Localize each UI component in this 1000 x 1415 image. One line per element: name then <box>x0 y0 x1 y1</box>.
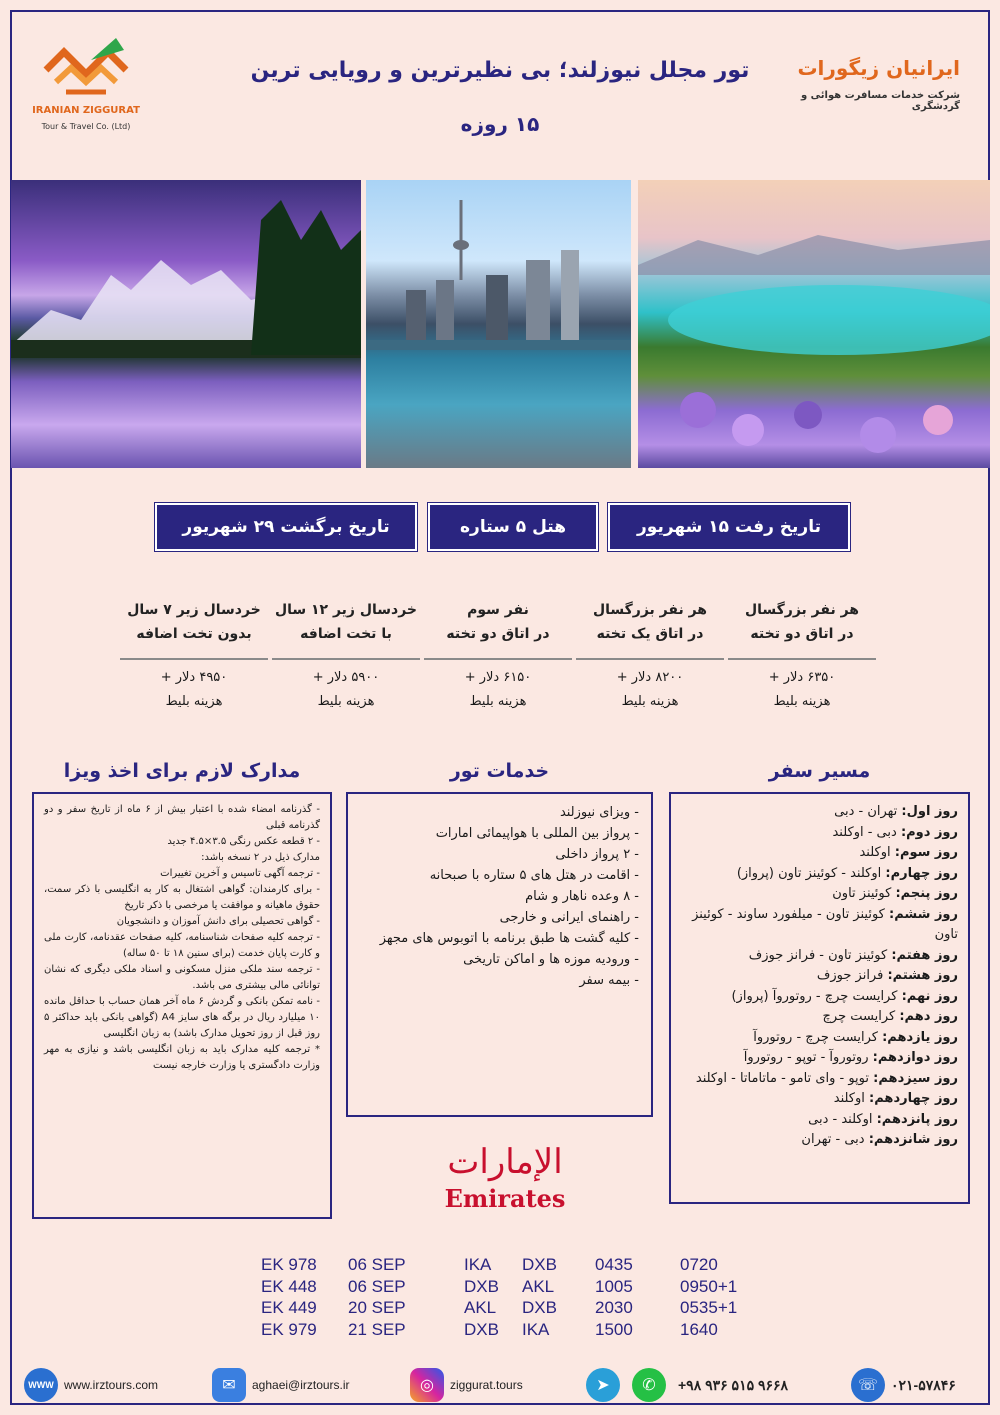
flight-to: DXB <box>522 1298 557 1317</box>
emirates-arabic: الإمارات <box>447 1142 563 1182</box>
service-item: - اقامت در هتل های ۵ ستاره با صبحانه <box>429 868 639 883</box>
ziggurat-logo-icon <box>36 30 136 100</box>
departure-date: تاریخ رفت ۱۵ شهریور <box>608 503 850 551</box>
day-label: روز ششم: <box>889 906 958 922</box>
day-label: روز اول: <box>901 804 958 819</box>
day-label: روز یازدهم: <box>882 1029 958 1045</box>
docs-title: مدارک لازم برای اخذ ویزا <box>63 760 301 782</box>
itinerary-day <box>681 987 958 1008</box>
flight-from: IKA <box>464 1255 492 1274</box>
price-table <box>118 598 880 723</box>
price-header-2: در اتاق دو تخته <box>446 626 550 642</box>
day-label: روز هشتم: <box>887 968 958 983</box>
day-label: روز سیزدهم: <box>873 1070 958 1086</box>
footer-instagram[interactable] <box>404 1368 523 1402</box>
day-text: دبی - تهران <box>801 1132 865 1147</box>
flight-dep: 2030 <box>595 1298 633 1317</box>
doc-item: - ۲ قطعه عکس رنگی ۳.۵×۴.۵ جدید <box>167 836 320 847</box>
hotel-rating: هتل ۵ ستاره <box>428 503 598 551</box>
day-text: دبی - اوکلند <box>832 824 897 840</box>
price-divider <box>120 658 268 660</box>
tour-duration: ۱۵ روزه <box>460 112 540 136</box>
price-header-1: نفر سوم <box>467 602 529 618</box>
flight-date: 21 SEP <box>348 1319 406 1339</box>
doc-item: - ترجمه سند ملکی منزل مسکونی و اسناد ملکی دیگری که نشان توانائی مالی بیشتری می باشد. <box>44 964 320 991</box>
price-value: ۸۲۰۰ دلار + <box>616 670 684 685</box>
flight-arr: 0535+1 <box>680 1298 738 1317</box>
doc-item: - نامه تمکن بانکی و گردش ۶ ماه آخر همان حساب با حداقل مانده ۱۰ میلیارد ریال در برگه های سایز A4 (گواهی بانکی باید حداکثر ۵ روز قبل از روز تحویل مدارک باشد) به زبان انگلیسی <box>44 996 320 1039</box>
price-divider <box>728 658 876 660</box>
day-text: کوئینز تاون - فرانز جوزف <box>748 947 888 963</box>
lupin-field <box>638 180 990 468</box>
photo-auckland-city <box>366 180 631 468</box>
service-item: - ورودیه موزه ها و اماکن تاریخی <box>463 952 639 967</box>
day-text: کرایست چرچ <box>822 1009 896 1024</box>
email-text[interactable]: aghaei@irztours.ir <box>252 1378 350 1392</box>
mobile-number[interactable]: +۹۸ ۹۳۶ ۵۱۵ ۹۶۶۸ <box>678 1376 789 1393</box>
price-value: ۶۱۵۰ دلار + <box>464 670 532 685</box>
day-label: روز شانزدهم: <box>868 1132 958 1147</box>
brand-name: ایرانیان زیگورات <box>797 56 960 80</box>
day-text: روتوروآ - توپو - روتوروآ <box>743 1050 869 1065</box>
day-text: کرایست چرچ - روتوروآ (پرواز) <box>731 988 898 1004</box>
price-note: هزینه بلیط <box>621 694 679 709</box>
price-note: هزینه بلیط <box>469 694 527 709</box>
itinerary-day <box>681 864 958 885</box>
day-text: فرانز جوزف <box>816 968 884 983</box>
flight-arr: 0950+1 <box>680 1276 738 1296</box>
price-note: هزینه بلیط <box>165 694 223 709</box>
doc-item: مدارک ذیل در ۲ نسخه باشد: <box>201 852 320 863</box>
day-label: روز دوم: <box>900 824 958 840</box>
page-title: تور مجلل نیوزلند؛ بی نظیرترین و رویایی ترین <box>250 58 750 83</box>
day-label: روز دوازدهم: <box>872 1050 958 1065</box>
itinerary-box <box>669 792 970 1204</box>
day-text: تهران - دبی <box>834 804 898 819</box>
doc-item: - گواهی تحصیلی برای دانش آموزان و دانشجویان <box>116 916 320 927</box>
flight-arr: 0720 <box>680 1255 718 1274</box>
footer-mobile[interactable] <box>580 1368 788 1402</box>
day-text: اوکلند <box>833 1091 865 1106</box>
telegram-icon: ➤ <box>586 1368 620 1402</box>
whatsapp-icon: ✆ <box>632 1368 666 1402</box>
brand-subtitle: شرکت خدمات مسافرت هوائی و گردشگری <box>800 90 960 112</box>
service-item: - ۸ وعده ناهار و شام <box>525 889 639 904</box>
day-label: روز نهم: <box>901 988 958 1004</box>
service-item: - کلیه گشت ها طبق برنامه با اتوبوس های مجهز <box>379 931 639 946</box>
price-note: هزینه بلیط <box>317 694 375 709</box>
flight-from: AKL <box>464 1298 497 1317</box>
phone-number[interactable]: ۰۲۱-۵۷۸۴۶ <box>891 1376 956 1393</box>
doc-item: - ترجمه کلیه صفحات شناسنامه، کلیه صفحات عقدنامه، کارت ملی و کارت پایان خدمت (برای سنین ۱۸ تا ۵۰ ساله) <box>44 932 320 959</box>
emirates-logo <box>440 1140 570 1230</box>
price-col-child-7 <box>118 598 270 714</box>
website-text[interactable]: www.irztours.com <box>64 1378 159 1392</box>
day-label: روز پانزدهم: <box>876 1111 958 1127</box>
price-value: ۴۹۵۰ دلار + <box>160 670 228 685</box>
price-header-1: خردسال زیر ۷ سال <box>127 602 261 618</box>
logo-name: IRANIAN ZIGGURAT <box>32 105 140 116</box>
photo-lake-mountains <box>11 180 361 468</box>
flight-to: DXB <box>522 1255 557 1274</box>
flight-to: IKA <box>522 1319 550 1339</box>
itinerary-day <box>681 1028 958 1049</box>
flight-number: EK 448 <box>261 1276 317 1296</box>
price-divider <box>576 658 724 660</box>
doc-item: * ترجمه کلیه مدارک باید به زبان انگلیسی باشد و نیازی به مهر وزارت دادگستری یا وزارت خارجه نیست <box>44 1044 320 1071</box>
price-header-1: خردسال زیر ۱۲ سال <box>274 602 418 618</box>
visa-documents-box <box>32 792 332 1219</box>
flight-number: EK 449 <box>261 1298 317 1317</box>
service-item: - پرواز بین المللی با هواپیمائی امارات <box>435 826 639 841</box>
price-col-adult-double <box>726 598 878 714</box>
flight-from: DXB <box>464 1319 499 1339</box>
flight-dep: 1500 <box>595 1319 633 1339</box>
return-date: تاریخ برگشت ۲۹ شهریور <box>155 503 417 551</box>
price-col-adult-single <box>574 598 726 714</box>
flight-to: AKL <box>522 1276 555 1296</box>
itinerary-day <box>681 905 958 946</box>
flight-row <box>255 1320 775 1342</box>
itinerary-day <box>681 1130 958 1151</box>
itinerary-day <box>681 802 958 823</box>
price-col-third-person <box>422 598 574 714</box>
day-text: کوئینز تاون <box>832 886 892 901</box>
instagram-text[interactable]: ziggurat.tours <box>450 1378 523 1392</box>
day-label: روز هفتم: <box>891 947 958 963</box>
itinerary-day <box>681 823 958 844</box>
flight-row <box>255 1298 775 1320</box>
day-text: اوکلند - کوئینز تاون (پرواز) <box>736 865 882 881</box>
price-note: هزینه بلیط <box>773 694 831 709</box>
itinerary-day <box>681 884 958 905</box>
day-label: روز چهارم: <box>885 865 958 881</box>
itinerary-day <box>681 966 958 987</box>
photo-lupin-lake <box>638 180 990 468</box>
price-header-2: در اتاق دو تخته <box>750 626 854 642</box>
service-item: - ویزای نیوزلند <box>559 805 639 820</box>
service-item: - راهنمای ایرانی و خارجی <box>499 910 639 925</box>
day-label: روز پنجم: <box>895 886 958 901</box>
itinerary-day <box>681 1110 958 1131</box>
itinerary-day <box>681 1048 958 1069</box>
flight-number: EK 979 <box>261 1319 317 1339</box>
footer-website[interactable] <box>18 1368 158 1402</box>
price-divider <box>272 658 420 660</box>
flight-date: 06 SEP <box>348 1255 406 1274</box>
mountain-silhouette <box>11 180 361 468</box>
price-divider <box>424 658 572 660</box>
flight-schedule <box>255 1255 775 1341</box>
itinerary-day <box>681 946 958 967</box>
company-logo <box>26 30 146 140</box>
doc-item: - ترجمه آگهی تاسیس و آخرین تغییرات <box>160 868 320 879</box>
itinerary-day <box>681 1089 958 1110</box>
price-value: ۶۳۵۰ دلار + <box>768 670 836 685</box>
flight-dep: 1005 <box>595 1276 633 1296</box>
tour-services-box <box>346 792 653 1117</box>
price-header-2: در اتاق یک تخته <box>596 626 704 642</box>
itinerary-day <box>681 843 958 864</box>
route-title: مسیر سفر <box>768 760 871 782</box>
flight-date: 06 SEP <box>348 1276 406 1296</box>
service-item: - ۲ پرواز داخلی <box>555 847 639 862</box>
flight-from: DXB <box>464 1276 499 1296</box>
flight-row <box>255 1255 775 1277</box>
flight-dep: 0435 <box>595 1255 633 1274</box>
instagram-icon: ◎ <box>410 1368 444 1402</box>
itinerary-day <box>681 1069 958 1090</box>
mail-icon: ✉ <box>212 1368 246 1402</box>
itinerary-day <box>681 1007 958 1028</box>
price-header-1: هر نفر بزرگسال <box>592 602 708 618</box>
day-label: روز دهم: <box>899 1009 958 1024</box>
footer-phone[interactable] <box>845 1368 956 1402</box>
service-item: - بیمه سفر <box>579 973 639 988</box>
price-value: ۵۹۰۰ دلار + <box>312 670 380 685</box>
flight-date: 20 SEP <box>348 1298 406 1317</box>
day-text: کوئینز تاون - میلفورد ساوند - کوئینز تاون <box>692 906 958 942</box>
day-text: کرایست چرچ - روتوروآ <box>753 1029 878 1045</box>
phone-icon: ☏ <box>851 1368 885 1402</box>
day-text: اوکلند <box>859 845 891 860</box>
flight-number: EK 978 <box>261 1255 317 1274</box>
globe-icon: WWW <box>24 1368 58 1402</box>
doc-item: - گذرنامه امضاء شده با اعتبار بیش از ۶ ماه از تاریخ سفر و دو گذرنامه قبلی <box>44 804 320 831</box>
day-label: روز سوم: <box>894 845 958 860</box>
day-text: اوکلند - دبی <box>808 1111 873 1127</box>
services-title: خدمات تور <box>449 760 550 782</box>
day-text: توپو - وای تامو - ماتاماتا - اوکلند <box>695 1070 870 1086</box>
price-header-2: با تخت اضافه <box>300 626 392 642</box>
city-skyline <box>366 180 631 468</box>
price-col-child-12 <box>270 598 422 714</box>
flight-row <box>255 1277 775 1299</box>
footer-email[interactable] <box>206 1368 350 1402</box>
emirates-name: Emirates <box>444 1184 566 1213</box>
price-header-1: هر نفر بزرگسال <box>744 602 860 618</box>
flight-arr: 1640 <box>680 1319 718 1339</box>
logo-subtitle: Tour & Travel Co. (Ltd) <box>41 122 131 131</box>
price-header-2: بدون تخت اضافه <box>136 626 252 642</box>
doc-item: - برای کارمندان: گواهی اشتغال به کار به انگلیسی با ذکر سمت، حقوق ماهیانه و موافقت یا مرخصی با ذکر تاریخ <box>44 884 320 911</box>
day-label: روز چهاردهم: <box>869 1091 958 1106</box>
